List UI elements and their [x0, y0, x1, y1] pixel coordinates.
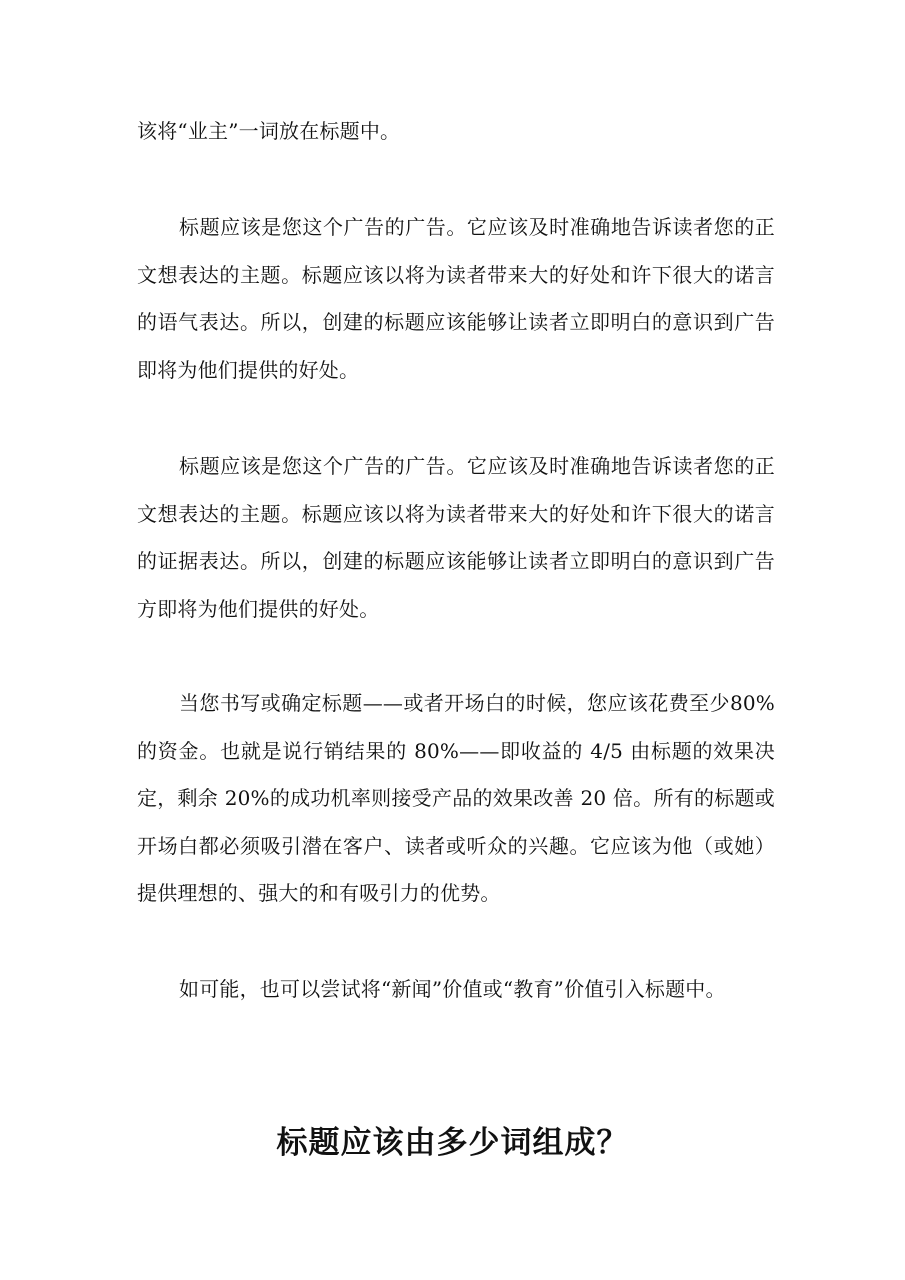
paragraph-headline-budget: 当您书写或确定标题——或者开场白的时候，您应该花费至少80%的资金。也就是说行销结果的 80%——即收益的 4/5 由标题的效果决定，剩余 20%的成功机率则接受产品的效果改善 20 倍。所有的标题或开场白都必须吸引潜在客户、读者或听众的兴趣。它应该为他（或她）提供理想的、强大的和有吸引力的优势。 [137, 691, 775, 905]
paragraph-news-value: 如可能，也可以尝试将“新闻”价值或“教育”价值引入标题中。 [179, 977, 726, 1001]
section-heading: 标题应该由多少词组成？ [276, 1125, 629, 1161]
paragraph-headline-purpose: 标题应该是您这个广告的广告。它应该及时准确地告诉读者您的正文想表达的主题。标题应该以将为读者带来大的好处和许下很大的诺言的语气表达。所以，创建的标题应该能够让读者立即明白的意识到广告即将为他们提供的好处。 [137, 215, 775, 382]
paragraph-headline-purpose-repeat: 标题应该是您这个广告的广告。它应该及时准确地告诉读者您的正文想表达的主题。标题应该以将为读者带来大的好处和许下很大的诺言的证据表达。所以，创建的标题应该能够让读者立即明白的意识到广告方即将为他们提供的好处。 [137, 454, 775, 621]
paragraph-continuation: 该将“业主”一词放在标题中。 [137, 119, 401, 143]
